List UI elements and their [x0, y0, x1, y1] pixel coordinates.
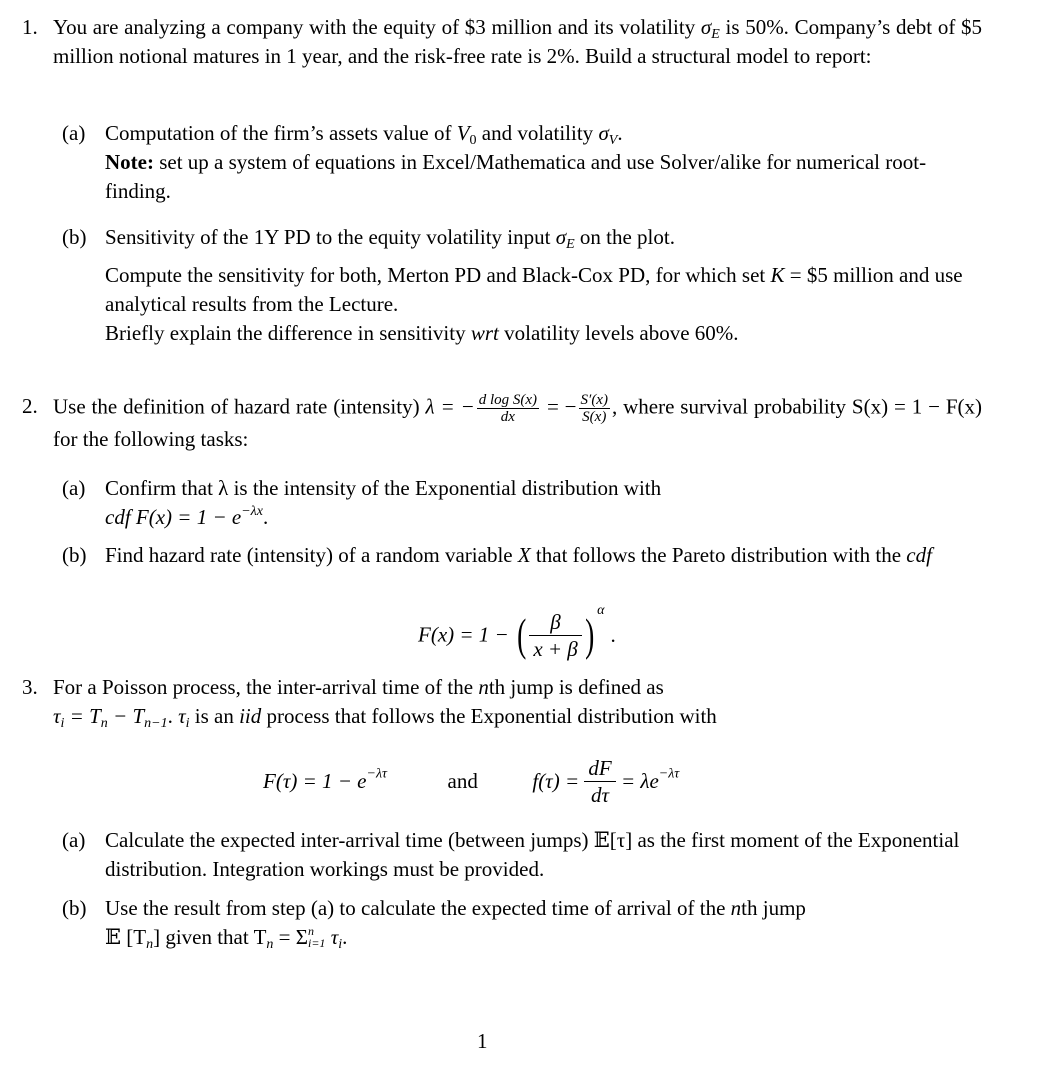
pareto-cdf-equation: F(x) = 1 − ( $\frac{\beta}{x + \beta}$ ) $^\alpha$.	[418, 603, 616, 661]
question-2a-text: Confirm that λ is the intensity of the Exponential distribution with	[105, 476, 662, 500]
question-3	[22, 673, 982, 731]
question-1b-paragraph-3: Briefly explain the difference in sensitivity wrt volatility levels above 60%.	[105, 321, 739, 345]
question-3a-label: (a)	[62, 828, 86, 852]
question-3-number: 3.	[22, 675, 38, 699]
question-2a-cdf: cdf $F(x) = 1 - e^{-\lambda x}$.	[105, 504, 269, 529]
question-1	[22, 13, 982, 71]
question-1a-note: Note: set up a system of equations in Excel/Mathematica and use Solver/alike for numerical root-finding.	[105, 150, 927, 203]
question-1-text: You are analyzing a company with the equity of $3 million and its volatility $\sigma_E$ is 50%. Company’s debt of $5 million notional matures in 1 year, and the risk-free rate is 2%. Build a structural model to report:	[53, 15, 983, 68]
question-3-text: For a Poisson process, the inter-arrival time of the nth jump is defined as $\tau_i = T_n - T_{n-1}$. $\tau_i$ is an iid process that follows the Exponential distribution with	[53, 675, 717, 731]
question-1b-paragraph-2: Compute the sensitivity for both, Merton PD and Black-Cox PD, for which set K = $5 million and use analytical results from the Lecture.	[105, 263, 963, 316]
question-3a	[62, 826, 974, 884]
question-1a	[62, 119, 974, 206]
question-3a-text: Calculate the expected inter-arrival time (between jumps) 𝔼[τ] as the first moment of the Exponential distribution. Integration workings must be provided.	[105, 828, 960, 881]
question-2b	[62, 541, 974, 570]
question-2a-label: (a)	[62, 476, 86, 500]
question-2b-text: Find hazard rate (intensity) of a random variable X that follows the Pareto distribution with the cdf	[105, 543, 932, 567]
question-2	[22, 392, 982, 454]
question-2-text: Use the definition of hazard rate (intensity) λ = − $\frac{\text{d log S(x)}}{dx}$ = − $\frac{S'(x)}{S(x)}$ , where survival probability S(x) = 1 − F(x) for the following tasks:	[53, 392, 983, 451]
question-1a-label: (a)	[62, 121, 86, 145]
question-1b-text: Sensitivity of the 1Y PD to the equity volatility input $\sigma_E$ on the plot.	[105, 225, 675, 252]
question-3b-text: Use the result from step (a) to calculate the expected time of arrival of the nth jump 𝔼 $[T_n]$ given that $T_n = \Sigma$ n i=1 $\tau_i$.	[105, 896, 806, 952]
question-2a	[62, 474, 974, 532]
question-1a-text: Computation of the firm’s assets value of $V_0$ and volatility $\sigma_V$.	[105, 121, 623, 148]
question-3b-label: (b)	[62, 896, 87, 920]
pareto-fraction: $\frac{\beta}{x + \beta}$	[529, 609, 581, 662]
survival-ratio-fraction: $\frac{S'(x)}{S(x)}$	[580, 392, 608, 425]
question-2b-label: (b)	[62, 543, 87, 567]
question-2-number: 2.	[22, 394, 38, 418]
page-number: 1	[477, 1029, 488, 1053]
question-3b	[62, 894, 974, 952]
question-1b	[62, 223, 974, 348]
dF-dtau-fraction: $\frac{dF}{d\tau}$	[584, 755, 615, 808]
dlog-fraction: $\frac{\text{d log S(x)}}{dx}$	[478, 392, 538, 425]
exponential-equations: $F(\tau) = 1 - e^{-\lambda\tau}$ and f(τ) = $\frac{dF}{d\tau}$ = $\lambda e^{-\lambda\tau}$	[263, 756, 680, 807]
question-1b-label: (b)	[62, 225, 87, 249]
question-1-number: 1.	[22, 15, 38, 39]
